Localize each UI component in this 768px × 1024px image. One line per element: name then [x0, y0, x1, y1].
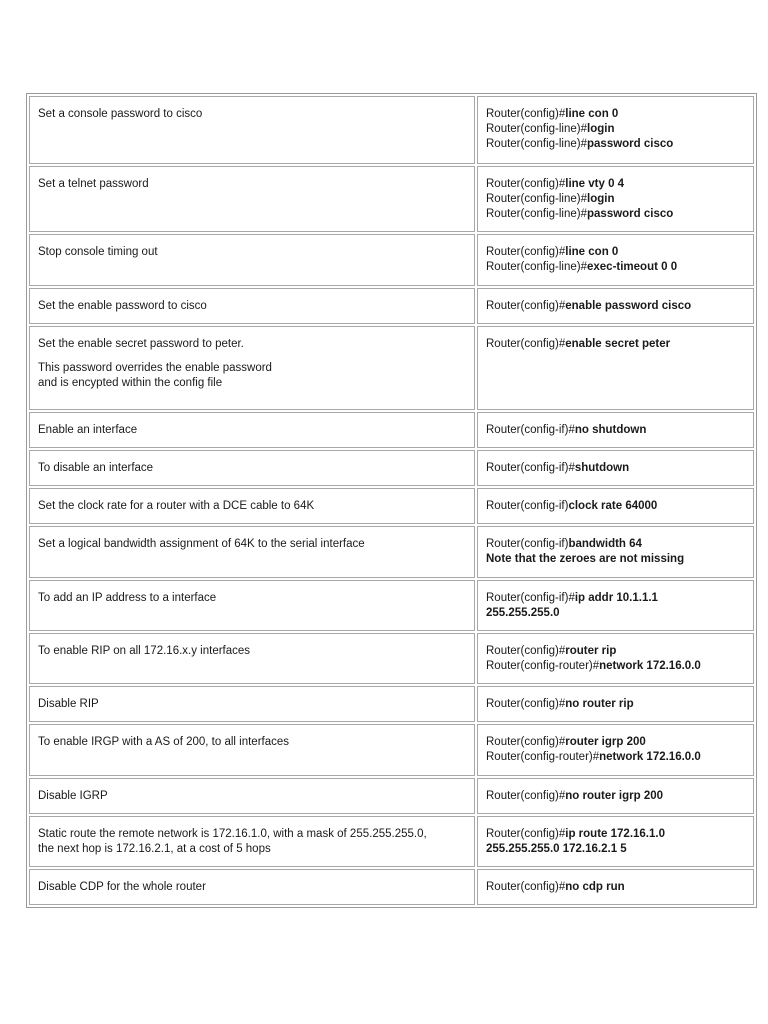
task-description-paragraph	[38, 245, 466, 260]
table-row	[29, 288, 754, 324]
command-line	[486, 245, 745, 260]
cli-prompt: Router(config-if)	[486, 500, 569, 512]
command-line	[486, 260, 745, 275]
ios-command-cell	[477, 234, 754, 286]
cli-prompt: Router(config)#	[486, 736, 566, 748]
task-description-line: Set a logical bandwidth assignment of 64K to the serial interface	[38, 538, 365, 550]
command-line	[486, 137, 745, 152]
ios-command-cell	[477, 412, 754, 448]
task-description-paragraph	[38, 177, 466, 192]
table-row	[29, 326, 754, 410]
command-line	[486, 659, 745, 674]
task-description-line: Disable CDP for the whole router	[38, 881, 206, 893]
cli-command: line vty 0 4	[565, 178, 625, 190]
task-description-line: To add an IP address to a interface	[38, 592, 217, 604]
command-line	[486, 552, 745, 567]
cli-command: enable password cisco	[565, 300, 692, 312]
cli-command: 255.255.255.0	[486, 607, 560, 619]
cli-command: router igrp 200	[565, 736, 646, 748]
cli-prompt: Router(config-line)#	[486, 261, 587, 273]
task-description-line: To disable an interface	[38, 462, 154, 474]
task-description-cell	[29, 450, 475, 486]
task-description-line: Set a telnet password	[38, 178, 149, 190]
command-line	[486, 827, 745, 842]
command-line	[486, 423, 745, 438]
ios-command-cell	[477, 724, 754, 776]
cli-prompt: Router(config)#	[486, 790, 566, 802]
task-description-line: and is encypted within the config file	[38, 377, 223, 389]
command-line	[486, 750, 745, 765]
task-description-cell	[29, 580, 475, 631]
task-description-line: Disable RIP	[38, 698, 99, 710]
cli-prompt: Router(config-line)#	[486, 193, 587, 205]
cli-command: network 172.16.0.0	[599, 751, 701, 763]
task-description-line: Set the enable password to cisco	[38, 300, 207, 312]
task-description-cell	[29, 488, 475, 524]
task-description-cell	[29, 234, 475, 286]
task-description-cell	[29, 724, 475, 776]
ios-command-cell	[477, 633, 754, 684]
table-row	[29, 724, 754, 776]
cli-command: bandwidth 64	[568, 538, 642, 550]
cli-prompt: Router(config-router)#	[486, 751, 600, 763]
command-line	[486, 192, 745, 207]
cli-prompt: Router(config)#	[486, 828, 566, 840]
cli-prompt: Router(config)#	[486, 645, 566, 657]
command-line	[486, 644, 745, 659]
task-description-paragraph	[38, 591, 466, 606]
task-description-cell	[29, 686, 475, 722]
task-description-line: This password overrides the enable password	[38, 362, 272, 374]
cli-prompt: Router(config-line)#	[486, 123, 587, 135]
command-line	[486, 299, 745, 314]
cli-command: password cisco	[587, 138, 674, 150]
ios-command-cell	[477, 816, 754, 867]
table-row	[29, 633, 754, 684]
command-line	[486, 789, 745, 804]
task-description-paragraph	[38, 880, 466, 895]
command-line	[486, 591, 745, 606]
task-description-paragraph	[38, 697, 466, 712]
ios-command-cell	[477, 326, 754, 410]
task-description-paragraph	[38, 735, 466, 750]
ios-command-cell	[477, 166, 754, 232]
task-description-line: Static route the remote network is 172.16.1.0, with a mask of 255.255.255.0,	[38, 828, 427, 840]
command-line	[486, 842, 745, 857]
cli-prompt: Router(config-if)#	[486, 592, 575, 604]
task-description-line: To enable RIP on all 172.16.x.y interfaces	[38, 645, 251, 657]
table-row	[29, 234, 754, 286]
cli-prompt: Router(config-line)#	[486, 208, 587, 220]
table-row	[29, 488, 754, 524]
cli-command: no router rip	[565, 698, 634, 710]
cli-prompt: Router(config-router)#	[486, 660, 600, 672]
task-description-paragraph	[38, 537, 466, 552]
ios-command-cell	[477, 778, 754, 814]
cli-command: clock rate 64000	[568, 500, 658, 512]
table-row	[29, 580, 754, 631]
command-line	[486, 880, 745, 895]
task-description-line: Enable an interface	[38, 424, 138, 436]
command-line	[486, 337, 745, 352]
task-description-paragraph	[38, 361, 466, 391]
task-description-cell	[29, 816, 475, 867]
cli-command: password cisco	[587, 208, 674, 220]
task-description-line: To enable IRGP with a AS of 200, to all interfaces	[38, 736, 290, 748]
cli-command: Note that the zeroes are not missing	[486, 553, 685, 565]
command-line	[486, 735, 745, 750]
table-row	[29, 816, 754, 867]
cli-command: no shutdown	[574, 424, 647, 436]
cli-prompt: Router(config)#	[486, 300, 566, 312]
task-description-paragraph	[38, 789, 466, 804]
cli-command: 255.255.255.0 172.16.2.1 5	[486, 843, 627, 855]
table-row	[29, 778, 754, 814]
cli-command: login	[587, 193, 615, 205]
ios-command-cell	[477, 526, 754, 578]
command-line	[486, 122, 745, 137]
cli-command: ip addr 10.1.1.1	[574, 592, 658, 604]
cli-prompt: Router(config)#	[486, 246, 566, 258]
task-description-cell	[29, 869, 475, 905]
task-description-paragraph	[38, 644, 466, 659]
cli-prompt: Router(config-line)#	[486, 138, 587, 150]
task-description-paragraph	[38, 423, 466, 438]
task-description-paragraph	[38, 827, 466, 857]
command-line	[486, 207, 745, 222]
ios-command-cell	[477, 96, 754, 164]
cli-prompt: Router(config-if)#	[486, 462, 575, 474]
cli-command: login	[587, 123, 615, 135]
command-line	[486, 606, 745, 621]
ios-command-cell	[477, 450, 754, 486]
cli-prompt: Router(config)#	[486, 178, 566, 190]
task-description-cell	[29, 96, 475, 164]
command-line	[486, 177, 745, 192]
task-description-line: Set a console password to cisco	[38, 108, 203, 120]
command-line	[486, 461, 745, 476]
command-line	[486, 499, 745, 514]
cli-prompt: Router(config)#	[486, 698, 566, 710]
command-line	[486, 697, 745, 712]
task-description-cell	[29, 326, 475, 410]
table-row	[29, 450, 754, 486]
task-description-cell	[29, 166, 475, 232]
cli-command: network 172.16.0.0	[599, 660, 701, 672]
ios-command-cell	[477, 686, 754, 722]
task-description-line: the next hop is 172.16.2.1, at a cost of 5 hops	[38, 843, 271, 855]
task-description-paragraph	[38, 337, 466, 352]
task-description-line: Stop console timing out	[38, 246, 158, 258]
cli-command: exec-timeout 0 0	[587, 261, 678, 273]
table-row	[29, 412, 754, 448]
cli-prompt: Router(config)#	[486, 881, 566, 893]
task-description-paragraph	[38, 107, 466, 122]
cli-prompt: Router(config-if)#	[486, 424, 575, 436]
ios-command-cell	[477, 288, 754, 324]
cli-command: enable secret peter	[565, 338, 671, 350]
command-line	[486, 107, 745, 122]
ios-command-cell	[477, 580, 754, 631]
table-row	[29, 686, 754, 722]
ios-command-cell	[477, 488, 754, 524]
cli-prompt: Router(config)#	[486, 338, 566, 350]
table-row	[29, 96, 754, 164]
table-row	[29, 869, 754, 905]
cli-command: line con 0	[565, 108, 619, 120]
task-description-paragraph	[38, 499, 466, 514]
task-description-cell	[29, 288, 475, 324]
cli-command: no cdp run	[565, 881, 625, 893]
cli-command: line con 0	[565, 246, 619, 258]
task-description-cell	[29, 778, 475, 814]
table-row	[29, 526, 754, 578]
cli-command: ip route 172.16.1.0	[565, 828, 665, 840]
cli-command: shutdown	[574, 462, 630, 474]
command-line	[486, 537, 745, 552]
task-description-line: Set the clock rate for a router with a DCE cable to 64K	[38, 500, 315, 512]
command-reference-table	[26, 93, 757, 908]
task-description-paragraph	[38, 461, 466, 476]
ios-command-cell	[477, 869, 754, 905]
cli-prompt: Router(config)#	[486, 108, 566, 120]
task-description-cell	[29, 633, 475, 684]
cli-command: no router igrp 200	[565, 790, 664, 802]
task-description-paragraph	[38, 299, 466, 314]
task-description-line: Set the enable secret password to peter.	[38, 338, 244, 350]
cli-prompt: Router(config-if)	[486, 538, 569, 550]
task-description-cell	[29, 412, 475, 448]
table-body	[29, 96, 754, 905]
table-row	[29, 166, 754, 232]
cli-command: router rip	[565, 645, 617, 657]
task-description-line: Disable IGRP	[38, 790, 108, 802]
task-description-cell	[29, 526, 475, 578]
